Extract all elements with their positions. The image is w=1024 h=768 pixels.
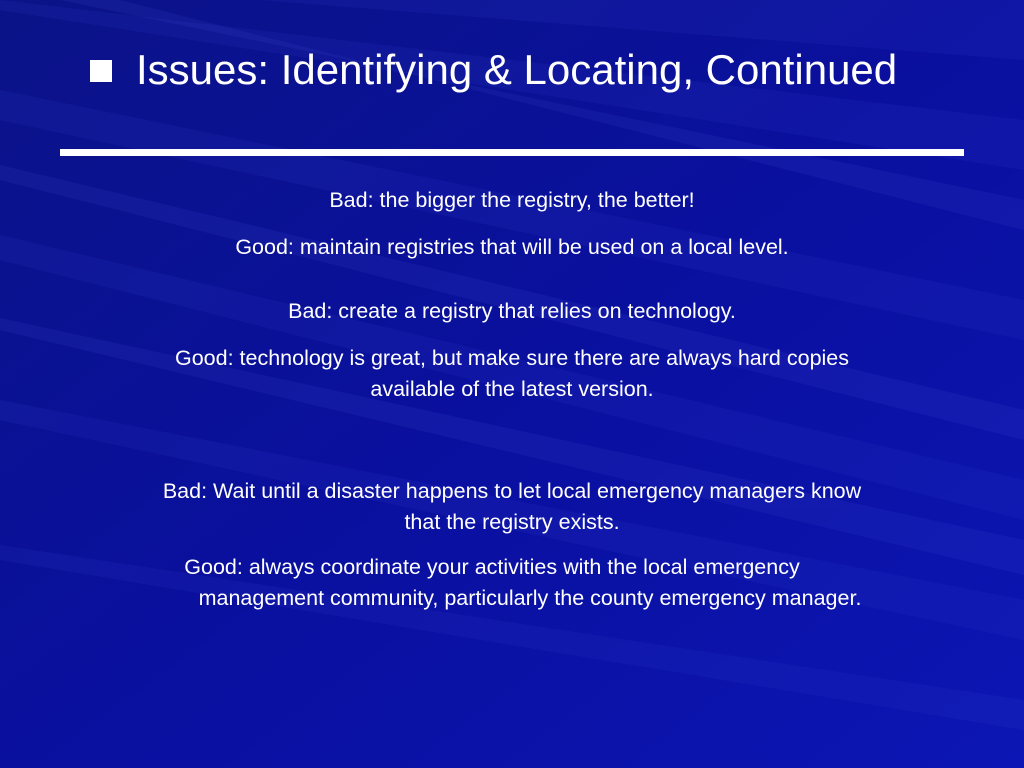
slide-title: Issues: Identifying & Locating, Continued <box>136 46 898 93</box>
title-divider <box>60 149 964 156</box>
point-2-line-1: Good: maintain registries that will be used on a local level. <box>235 235 789 259</box>
point-4-line-1: Good: technology is great, but make sure there are always hard copies <box>174 346 850 370</box>
square-bullet-icon <box>90 60 112 82</box>
title-row <box>90 42 897 98</box>
point-6-line-2: management community, particularly the county emergency manager. <box>198 586 862 610</box>
point-1-line-1: Bad: the bigger the registry, the better! <box>329 188 695 212</box>
point-4-line-2: available of the latest version. <box>370 377 654 401</box>
point-6-line-1: Good: always coordinate your activities with the local emergency <box>184 555 800 579</box>
point-3-line-1: Bad: create a registry that relies on technology. <box>288 299 736 323</box>
point-5-line-1: Bad: Wait until a disaster happens to let local emergency managers know <box>162 479 862 503</box>
point-5-line-2: that the registry exists. <box>404 510 620 534</box>
